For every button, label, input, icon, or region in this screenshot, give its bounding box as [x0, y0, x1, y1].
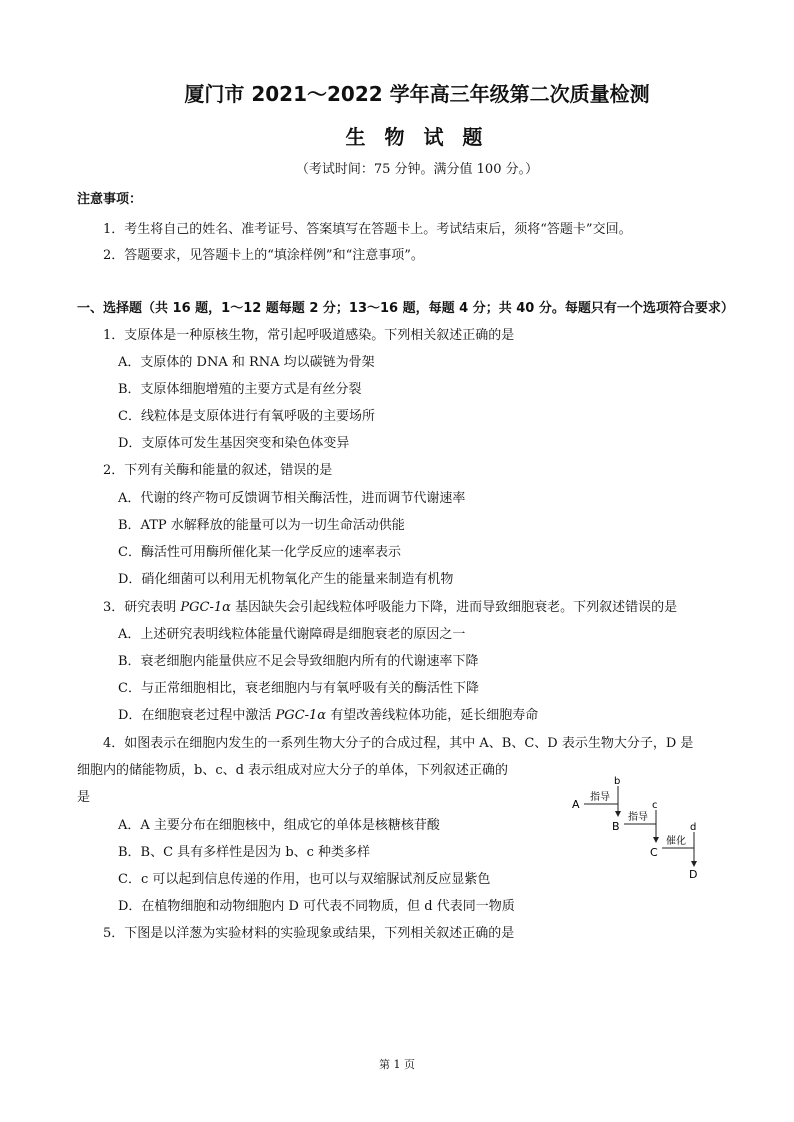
- note-item: 2．答题要求，见答题卡上的“填涂样例”和“注意事项”。: [103, 248, 424, 263]
- option-d: D．在植物细胞和动物细胞内 D 可代表不同物质，但 d 代表同一物质: [118, 899, 515, 914]
- synthesis-diagram: [568, 772, 708, 882]
- option-text: D．在细胞衰老过程中激活: [118, 708, 276, 723]
- node-d: D: [689, 868, 698, 881]
- subject-title: 生 物 试 题: [345, 125, 489, 149]
- question-stem: 4．如图表示在细胞内发生的一系列生物大分子的合成过程，其中 A、B、C、D 表示生物大分子，D 是: [103, 736, 694, 751]
- option-b: B．ATP 水解释放的能量可以为一切生命活动供能: [118, 518, 405, 533]
- node-a: A: [572, 798, 580, 811]
- node-c: C: [650, 846, 658, 859]
- note-item: 1．考生将自己的姓名、准考证号、答案填写在答题卡上。考试结束后，须将“答题卡”交回。: [103, 222, 632, 237]
- question-stem-cont: 是: [77, 790, 91, 805]
- option-b: B．衰老细胞内能量供应不足会导致细胞内所有的代谢速率下降: [118, 654, 479, 669]
- option-a: A．上述研究表明线粒体能量代谢障碍是细胞衰老的原因之一: [118, 627, 466, 642]
- question-stem: 1．支原体是一种原核生物，常引起呼吸道感染。下列相关叙述正确的是: [103, 328, 515, 343]
- exam-title: 厦门市 2021～2022 学年高三年级第二次质量检测: [184, 82, 650, 106]
- option-text: 有望改善线粒体功能，延长细胞寿命: [326, 708, 539, 723]
- option-c: C．与正常细胞相比，衰老细胞内与有氧呼吸有关的酶活性下降: [118, 681, 479, 696]
- label-guide-1: 指导: [590, 792, 610, 803]
- option-a: A．A 主要分布在细胞核中，组成它的单体是核糖核苷酸: [118, 818, 440, 833]
- option-c: C．c 可以起到信息传递的作用，也可以与双缩脲试剂反应显紫色: [118, 872, 491, 887]
- option-a: A．支原体的 DNA 和 RNA 均以碳链为骨架: [118, 355, 375, 370]
- option-b: B．B、C 具有多样性是因为 b、c 种类多样: [118, 845, 371, 860]
- question-stem: 5．下图是以洋葱为实验材料的实验现象或结果，下列相关叙述正确的是: [103, 926, 515, 941]
- option-a: A．代谢的终产物可反馈调节相关酶活性，进而调节代谢速率: [118, 491, 466, 506]
- stem-text: 3．研究表明: [103, 600, 181, 615]
- option-d: D．支原体可发生基因突变和染色体变异: [118, 436, 350, 451]
- option-c: C．线粒体是支原体进行有氧呼吸的主要场所: [118, 409, 375, 424]
- section-heading: 一、选择题（共 16 题，1～12 题每题 2 分；13～16 题，每题 4 分；共 40 分。每题只有一个选项符合要求）: [77, 301, 734, 316]
- gene-name: PGC-1α: [180, 600, 231, 615]
- question-stem: [103, 596, 677, 615]
- node-b: B: [612, 820, 620, 833]
- stem-text: 基因缺失会引起线粒体呼吸能力下降，进而导致细胞衰老。下列叙述错误的是: [230, 600, 678, 615]
- option-c: C．酶活性可用酶所催化某一化学反应的速率表示: [118, 545, 401, 560]
- page-number: 第 1 页: [379, 1058, 415, 1071]
- label-catalyze: 催化: [666, 836, 686, 847]
- monomer-d: d: [690, 822, 697, 833]
- option-b: B．支原体细胞增殖的主要方式是有丝分裂: [118, 382, 362, 397]
- monomer-b: b: [614, 776, 621, 787]
- exam-info: （考试时间：75 分钟。满分值 100 分。）: [295, 162, 539, 177]
- gene-name: PGC-1α: [275, 708, 327, 723]
- question-stem: 2．下列有关酶和能量的叙述，错误的是: [103, 463, 333, 478]
- option-d: [118, 704, 538, 723]
- option-d: D．硝化细菌可以利用无机物氧化产生的能量来制造有机物: [118, 572, 454, 587]
- question-stem-cont: 细胞内的储能物质，b、c、d 表示组成对应大分子的单体，下列叙述正确的: [77, 763, 509, 778]
- label-guide-2: 指导: [628, 812, 648, 823]
- monomer-c: c: [652, 800, 658, 811]
- notes-heading: 注意事项：: [77, 192, 143, 207]
